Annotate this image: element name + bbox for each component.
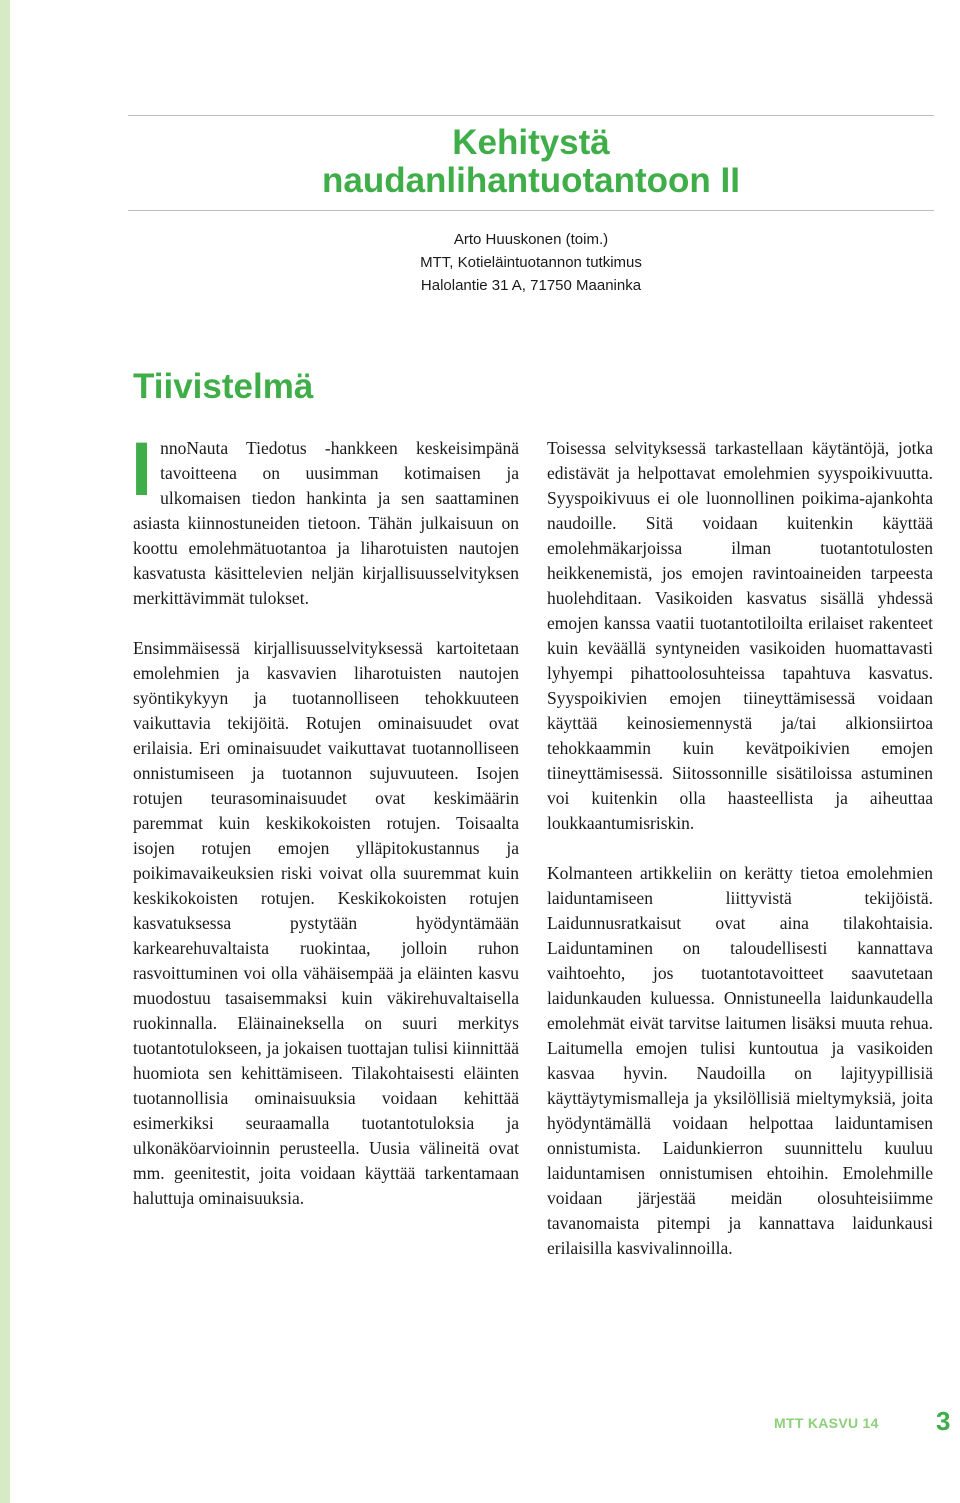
page-footer (700, 1408, 960, 1438)
paragraph: Ensimmäisessä kirjallisuusselvityksessä kartoitetaan emolehmien ja kasvavien liharotuisten nautojen syöntikykyyn ja tuotannolliseen tehokkuuteen vaikuttavia tekijöitä. Rotujen ominaisuudet ovat erilaisia. Eri ominaisuudet vaikuttavat tuotannolliseen onnistumiseen ja tuotannon sujuvuuteen. Isojen rotujen teurasominaisuudet ovat keskimäärin paremmat kuin keskikokoisten rotujen. Toisaalta isojen rotujen emojen ylläpitokustannus ja poikimavaikeuksien riski voivat olla suuremmat kuin keskikokoisten rotujen. Keskikokoisten rotujen kasvatuksessa pystytään hyödyntämään karkearehuvaltaista ruokintaa, jolloin ruhon rasvoittuminen voi olla vähäisempää ja eläinten kasvu muodostuu tasaisemmaksi kuin väkirehuvaltaisella ruokinnalla. Eläinaineksella on suuri merkitys tuotantotulokseen, ja jokaisen tuottajan tulisi kiinnittää huomiota sen kehittämiseen. Tilakohtaisesti eläinten tuotannollisia ominaisuuksia voidaan kehittää esimerkiksi seuraamalla tuotantotuloksia ja ulkonäköarvioinnin perusteella. Uusia välineitä ovat mm. geenitestit, joita voidaan käyttää tarkentamaan haluttuja ominaisuuksia. (133, 638, 519, 1208)
title-line-2: naudanlihantuotantoon II (321, 161, 740, 200)
decorative-side-stripe (0, 0, 10, 1503)
section-heading: Tiivistelmä (133, 367, 314, 406)
paragraph: Toisessa selvityksessä tarkastellaan käytäntöjä, jotka edistävät ja helpottavat emolehmien syyspoikivuutta. Syyspoikivuus ei ole luonnollinen poikima-ajankohta naudoille. Sitä voidaan kuitenkin käyttää emolehmäkarjoissa ilman tuotantotulosten heikkenemistä, jos emojen ravintoaineiden tarpeesta huolehditaan. Vasikoiden kasvatus sisällä yhdessä emojen kanssa vaatii tuotantotiloilta erilaiset rakenteet kuin keväällä syntyneiden vasikoiden huomattavasti lyhyempi pihattoolosuhteissa tapahtuva kasvatus. Syyspoikivien emojen tiineyttämisessä voidaan käyttää keinosiemennystä ja/tai alkionsiirtoa tehokkaammin kuin kevätpoikivien emojen tiineyttämisessä. Siitossonnille sisätiloissa astuminen voi kuitenkin olla haasteellista ja aiheuttaa loukkaantumisriskin. (547, 438, 933, 833)
drop-cap-initial: I (131, 427, 153, 512)
organization: MTT, Kotieläintuotannon tutkimus (420, 254, 642, 271)
title-line-1: Kehitystä (452, 123, 610, 162)
byline (128, 228, 934, 297)
publication-label: MTT KASVU 14 (774, 1415, 879, 1431)
paragraph (131, 427, 519, 611)
title-bottom-rule (128, 210, 934, 211)
paragraph: Kolmanteen artikkeliin on kerätty tietoa emolehmien laiduntamiseen liittyvistä tekijöistä. Laidunnusratkaisut ovat aina tilakohtaisia. Laiduntaminen on taloudellisesti kannattava vaihtoehto, jos tuotantotavoitteet saavutetaan laidunkauden kuluessa. Onnistuneella laidunkaudella emolehmät eivät tarvitse laitumen lisäksi muuta rehua. Laitumella emojen tulisi kuntoutua ja vasikoiden kasvaa hyvin. Naudoilla on lajityypillisiä käyttäytymismalleja ja yksilöllisiä mieltymyksiä, joita hyödyntämällä voidaan helpottaa laiduntamisen onnistumista. Laidunkierron suunnittelu kuuluu laiduntamisen onnistumisen ehtoihin. Emolehmille voidaan järjestää meidän olosuhteisiimme tavanomaista pitempi ja kannattava laidunkausi erilaisilla kasvivalinnoilla. (547, 863, 933, 1258)
left-column (131, 427, 519, 1211)
page-number: 3 (936, 1406, 951, 1436)
right-column (547, 436, 933, 1261)
address: Halolantie 31 A, 71750 Maaninka (420, 277, 642, 294)
document-title (128, 124, 934, 200)
author: Arto Huuskonen (toim.) (453, 231, 609, 248)
paragraph-text: nnoNauta Tiedotus -hankkeen keskeisimpänä tavoitteena on uusimman kotimaisen ja ulkomaisen tiedon hankinta ja sen saattaminen asiasta kiinnostuneiden tietoon. Tähän julkaisuun on koottu emolehmätuotantoa ja liharotuisten nautojen kasvatusta käsittelevien neljän kirjallisuusselvityksen merkittävimmät tulokset. (133, 438, 519, 608)
title-top-rule (128, 115, 934, 116)
